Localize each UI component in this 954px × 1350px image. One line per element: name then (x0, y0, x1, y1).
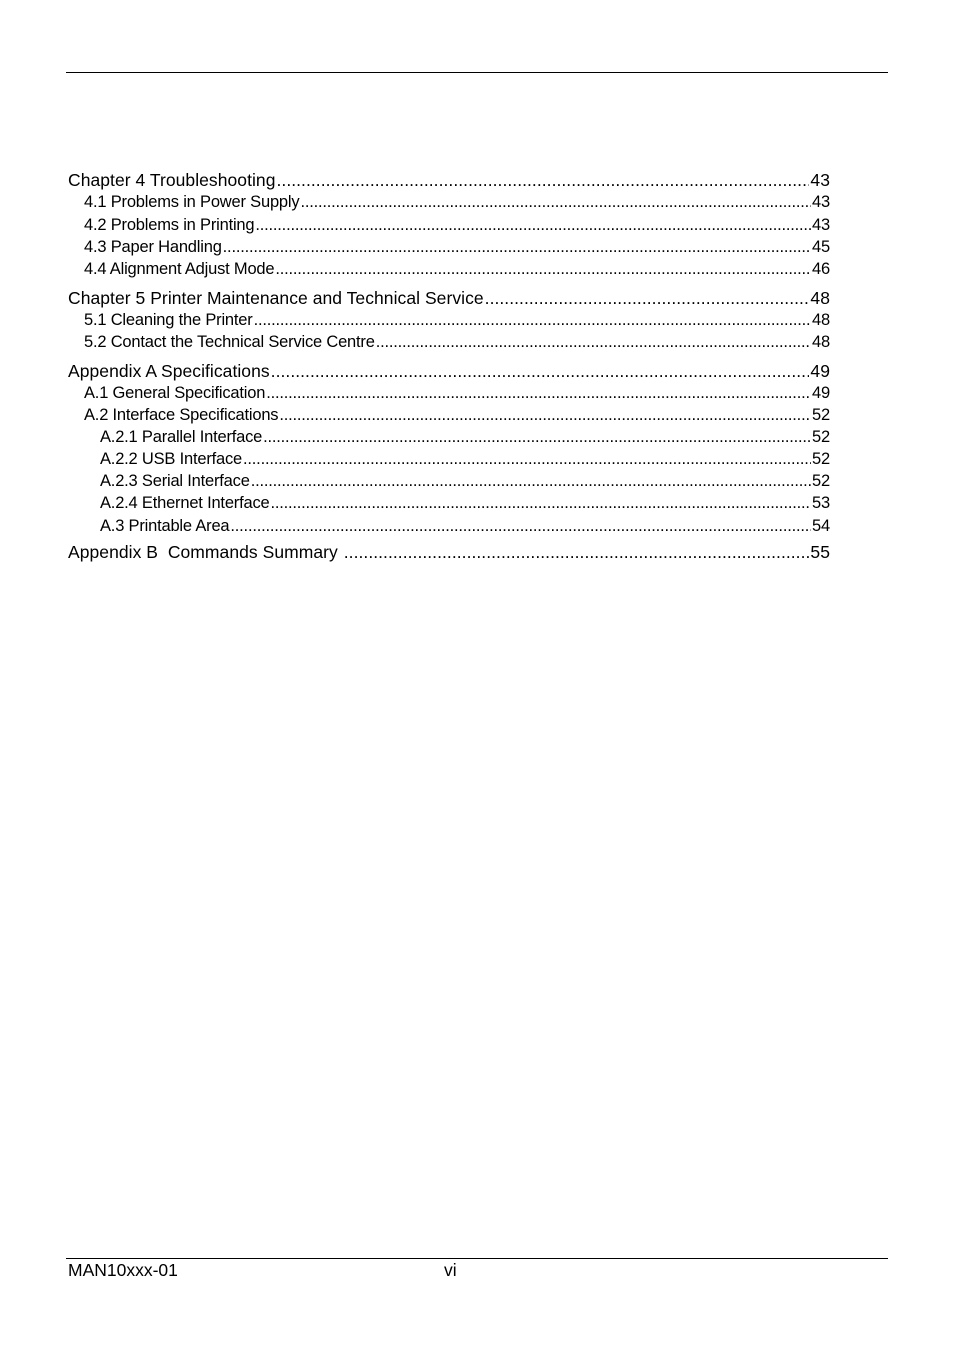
toc-entry-label: A.2.3 Serial Interface (100, 472, 250, 490)
toc-entry-label: 4.1 Problems in Power Supply (84, 193, 300, 211)
toc-entry-label: 4.4 Alignment Adjust Mode (84, 260, 275, 278)
toc-entry-page: 45 (812, 238, 830, 256)
toc-leader-dots (230, 517, 811, 536)
toc-entry-label: Appendix B Commands Summary (68, 542, 343, 562)
toc-entry-label: A.2 Interface Specifications (84, 406, 279, 424)
toc-entry-label: 5.2 Contact the Technical Service Centre (84, 333, 375, 351)
toc-entry-label: A.1 General Specification (84, 384, 266, 402)
toc-leader-dots (344, 542, 810, 563)
toc-entry-page: 43 (812, 193, 830, 211)
toc-entry-a-2-4[interactable] (68, 494, 830, 513)
toc-entry-appendix-a[interactable] (68, 361, 830, 382)
toc-entry-page: 54 (812, 517, 830, 535)
toc-entry-page: 46 (812, 260, 830, 278)
footer-doc-code: MAN10xxx-01 (68, 1260, 178, 1280)
toc-entry-page: 49 (810, 361, 830, 381)
toc-entry-page: 52 (812, 428, 830, 446)
toc-entry-a-2-3[interactable] (68, 472, 830, 491)
toc-entry-label: Chapter 4 Troubleshooting (68, 170, 276, 190)
toc-entry-page: 48 (810, 288, 830, 308)
toc-entry-page: 53 (812, 494, 830, 512)
toc-entry-page: 48 (812, 333, 830, 351)
toc-entry-page: 52 (812, 406, 830, 424)
toc-leader-dots (277, 170, 810, 191)
toc-leader-dots (275, 260, 811, 279)
toc-entry-page: 55 (810, 542, 830, 562)
toc-entry-page: 52 (812, 472, 830, 490)
toc-leader-dots (255, 216, 811, 235)
toc-entry-a-1[interactable] (68, 384, 830, 403)
toc-entry-label: 4.3 Paper Handling (84, 238, 222, 256)
toc-entry-a-3[interactable] (68, 517, 830, 536)
toc-entry-5-2[interactable] (68, 333, 830, 352)
toc-leader-dots (266, 384, 811, 403)
toc-entry-appendix-b[interactable] (68, 542, 830, 563)
toc-entry-5-1[interactable] (68, 311, 830, 330)
toc-leader-dots (485, 288, 810, 309)
toc-entry-4-1[interactable] (68, 193, 830, 212)
toc-leader-dots (263, 428, 811, 447)
toc-entry-chapter-4[interactable] (68, 170, 830, 191)
toc-leader-dots (376, 333, 811, 352)
toc-entry-a-2-1[interactable] (68, 428, 830, 447)
footer-page-number: vi (444, 1260, 457, 1280)
toc-entry-page: 52 (812, 450, 830, 468)
toc-entry-4-4[interactable] (68, 260, 830, 279)
header-rule (66, 72, 888, 73)
toc-leader-dots (300, 193, 811, 212)
toc-entry-label: Appendix A Specifications (68, 361, 270, 381)
toc-entry-page: 48 (812, 311, 830, 329)
toc-entry-label: A.2.1 Parallel Interface (100, 428, 263, 446)
toc-leader-dots (270, 494, 811, 513)
toc-leader-dots (251, 472, 811, 491)
toc-entry-a-2[interactable] (68, 406, 830, 425)
toc-entry-label: Chapter 5 Printer Maintenance and Technical Service (68, 288, 484, 308)
toc-entry-chapter-5[interactable] (68, 288, 830, 309)
toc-entry-4-2[interactable] (68, 216, 830, 235)
toc-entry-label: A.2.4 Ethernet Interface (100, 494, 270, 512)
toc-entry-label: 4.2 Problems in Printing (84, 216, 255, 234)
toc-leader-dots (271, 361, 810, 382)
toc-entry-label: 5.1 Cleaning the Printer (84, 311, 253, 329)
toc-leader-dots (279, 406, 811, 425)
toc-leader-dots (243, 450, 811, 469)
toc-entry-label: A.2.2 USB Interface (100, 450, 243, 468)
toc-entry-page: 43 (810, 170, 830, 190)
toc-leader-dots (254, 311, 811, 330)
toc-leader-dots (223, 238, 811, 257)
toc-entry-page: 43 (812, 216, 830, 234)
toc-entry-4-3[interactable] (68, 238, 830, 257)
toc-entry-label: A.3 Printable Area (100, 517, 230, 535)
toc-entry-page: 49 (812, 384, 830, 402)
toc-entry-a-2-2[interactable] (68, 450, 830, 469)
footer-rule (66, 1258, 888, 1259)
